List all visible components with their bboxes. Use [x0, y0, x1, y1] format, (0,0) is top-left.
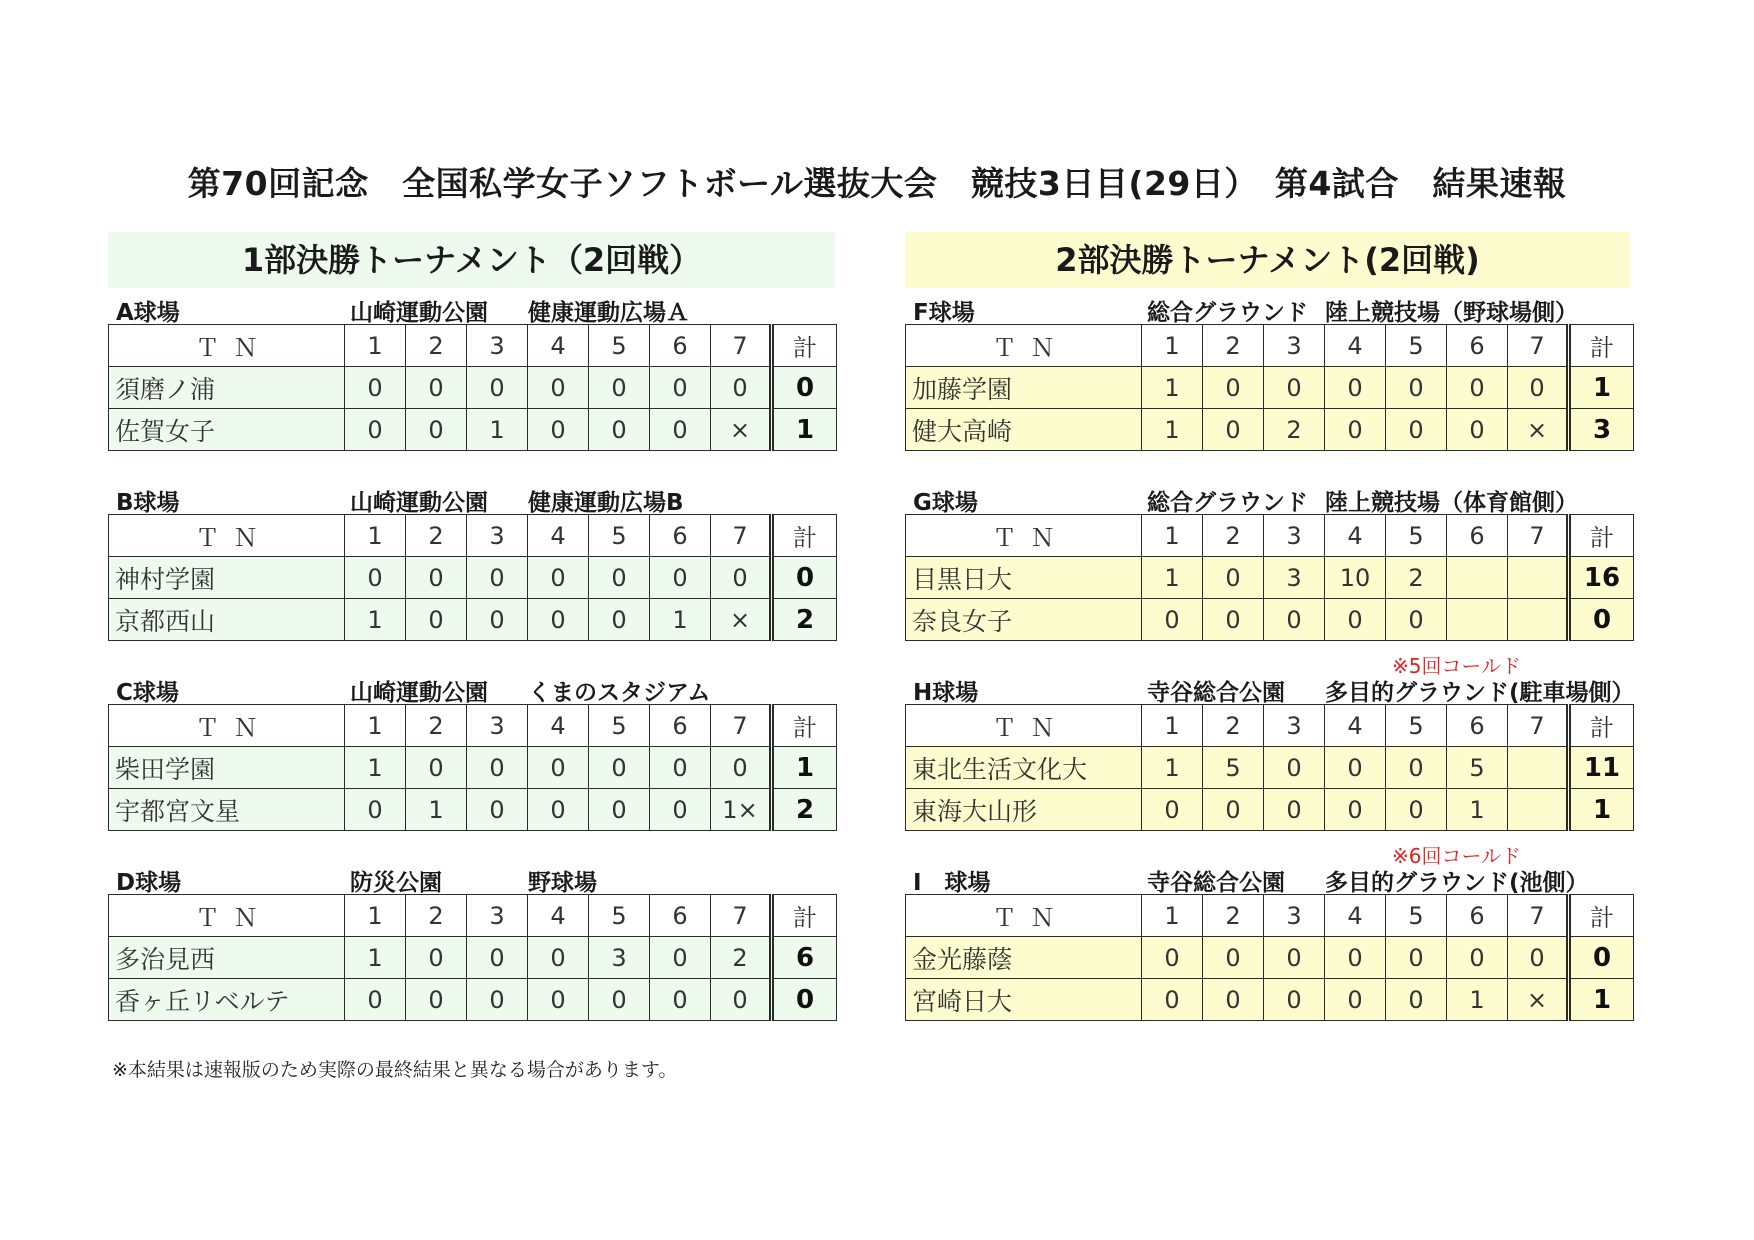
team-name: 神村学園: [109, 557, 345, 599]
score-table: [905, 514, 1634, 641]
header-inning: 3: [1264, 325, 1325, 367]
venue-header: [108, 670, 836, 704]
header-inning: 5: [589, 705, 650, 747]
inning-score: 0: [406, 557, 467, 599]
inning-score: 0: [1203, 557, 1264, 599]
table-row: [109, 557, 837, 599]
inning-score: 0: [650, 789, 711, 831]
header-total: 計: [772, 515, 837, 557]
inning-score: 0: [345, 979, 406, 1021]
inning-score: 0: [589, 599, 650, 641]
page-title: 第70回記念 全国私学女子ソフトボール選抜大会 競技3日目(29日） 第4試合 結果速報: [187, 164, 1567, 203]
header-inning: 4: [528, 515, 589, 557]
inning-score: 0: [1142, 599, 1203, 641]
header-total: 計: [772, 705, 837, 747]
inning-score: [1447, 557, 1508, 599]
inning-score: 0: [1264, 937, 1325, 979]
team-name: 奈良女子: [906, 599, 1142, 641]
inning-score: 0: [528, 747, 589, 789]
header-inning: 2: [406, 515, 467, 557]
header-inning: 3: [467, 515, 528, 557]
inning-score: 0: [1142, 937, 1203, 979]
table-row: [109, 599, 837, 641]
table-row: [109, 409, 837, 451]
inning-score: 0: [1386, 747, 1447, 789]
section-heading-division-1: 1部決勝トーナメント（2回戦）: [108, 232, 835, 288]
header-team-name: ＴＮ: [109, 705, 345, 747]
table-row: [109, 937, 837, 979]
inning-score: 0: [1386, 367, 1447, 409]
inning-score: 0: [406, 409, 467, 451]
inning-score: 1: [345, 747, 406, 789]
inning-score: 1: [345, 937, 406, 979]
field-name: F球場: [913, 300, 975, 326]
place-name: 多目的グラウンド(駐車場側）: [1325, 680, 1635, 706]
header-inning: 3: [1264, 895, 1325, 937]
team-name: 柴田学園: [109, 747, 345, 789]
inning-score: 0: [1325, 937, 1386, 979]
game-block: [905, 860, 1633, 1021]
inning-score: 0: [650, 979, 711, 1021]
inning-score: 0: [589, 979, 650, 1021]
total-score: 0: [772, 557, 837, 599]
total-score: 2: [772, 789, 837, 831]
table-row: [109, 979, 837, 1021]
inning-score: ×: [711, 409, 772, 451]
header-inning: 1: [345, 705, 406, 747]
inning-score: 0: [1386, 937, 1447, 979]
team-name: 京都西山: [109, 599, 345, 641]
park-name: 総合グラウンド: [1147, 300, 1308, 326]
header-inning: 2: [1203, 895, 1264, 937]
team-name: 東海大山形: [906, 789, 1142, 831]
field-name: B球場: [116, 490, 180, 516]
table-header-row: [906, 515, 1634, 557]
inning-score: 1: [345, 599, 406, 641]
header-inning: 6: [650, 705, 711, 747]
header-inning: 4: [1325, 705, 1386, 747]
inning-score: 0: [1447, 367, 1508, 409]
team-name: 加藤学園: [906, 367, 1142, 409]
inning-score: 0: [467, 557, 528, 599]
score-table: [108, 324, 837, 451]
inning-score: 0: [1447, 937, 1508, 979]
header-inning: 5: [589, 325, 650, 367]
game-block: [108, 860, 836, 1021]
inning-score: 0: [1264, 979, 1325, 1021]
header-total: 計: [1569, 705, 1634, 747]
table-row: [906, 789, 1634, 831]
venue-header: [905, 290, 1633, 324]
table-header-row: [109, 895, 837, 937]
venue-header: [108, 860, 836, 894]
inning-score: 0: [1447, 409, 1508, 451]
header-inning: 2: [406, 895, 467, 937]
total-score: 1: [1569, 979, 1634, 1021]
score-table: [905, 894, 1634, 1021]
header-inning: 6: [1447, 325, 1508, 367]
inning-score: 0: [406, 979, 467, 1021]
inning-score: 0: [406, 747, 467, 789]
inning-score: 0: [589, 747, 650, 789]
total-score: 16: [1569, 557, 1634, 599]
inning-score: 0: [528, 789, 589, 831]
field-name: D球場: [116, 870, 182, 896]
inning-score: 0: [467, 747, 528, 789]
header-inning: 4: [1325, 325, 1386, 367]
header-team-name: ＴＮ: [109, 895, 345, 937]
inning-score: 0: [1386, 789, 1447, 831]
header-inning: 2: [1203, 515, 1264, 557]
game-block: [108, 290, 836, 451]
inning-score: 0: [1142, 979, 1203, 1021]
header-inning: 1: [1142, 325, 1203, 367]
inning-score: 0: [345, 557, 406, 599]
header-total: 計: [772, 895, 837, 937]
inning-score: 0: [1264, 367, 1325, 409]
inning-score: 1: [406, 789, 467, 831]
inning-score: 5: [1447, 747, 1508, 789]
inning-score: 0: [1325, 409, 1386, 451]
header-inning: 5: [1386, 325, 1447, 367]
team-name: 須磨ノ浦: [109, 367, 345, 409]
header-inning: 1: [345, 895, 406, 937]
inning-score: 0: [650, 747, 711, 789]
place-name: くまのスタジアム: [528, 680, 711, 706]
team-name: 金光藤蔭: [906, 937, 1142, 979]
total-score: 0: [1569, 599, 1634, 641]
inning-score: 0: [1325, 367, 1386, 409]
table-header-row: [109, 705, 837, 747]
inning-score: [1508, 599, 1569, 641]
inning-score: 0: [528, 599, 589, 641]
place-name: 陸上競技場（体育館側）: [1325, 490, 1578, 516]
header-team-name: ＴＮ: [906, 705, 1142, 747]
inning-score: 0: [711, 979, 772, 1021]
total-score: 1: [772, 409, 837, 451]
inning-score: 1: [1447, 979, 1508, 1021]
inning-score: 1: [650, 599, 711, 641]
table-row: [906, 409, 1634, 451]
inning-score: 3: [1264, 557, 1325, 599]
park-name: 寺谷総合公園: [1147, 680, 1285, 706]
score-table: [108, 704, 837, 831]
park-name: 山崎運動公園: [350, 300, 488, 326]
table-header-row: [906, 325, 1634, 367]
inning-score: [1508, 789, 1569, 831]
team-name: 多治見西: [109, 937, 345, 979]
place-name: 健康運動広場Ａ: [528, 300, 689, 326]
table-row: [109, 367, 837, 409]
inning-score: 0: [589, 367, 650, 409]
inning-score: 0: [711, 747, 772, 789]
header-inning: 4: [528, 895, 589, 937]
header-team-name: ＴＮ: [906, 325, 1142, 367]
table-row: [109, 789, 837, 831]
score-table: [905, 324, 1634, 451]
header-inning: 1: [1142, 515, 1203, 557]
inning-score: ×: [1508, 409, 1569, 451]
inning-score: 1: [1142, 367, 1203, 409]
header-inning: 6: [1447, 515, 1508, 557]
inning-score: 0: [589, 409, 650, 451]
table-row: [906, 937, 1634, 979]
inning-score: 0: [1325, 789, 1386, 831]
inning-score: 2: [1264, 409, 1325, 451]
inning-score: 0: [528, 937, 589, 979]
header-inning: 6: [650, 325, 711, 367]
header-inning: 7: [1508, 705, 1569, 747]
team-name: 東北生活文化大: [906, 747, 1142, 789]
inning-score: 1: [1142, 747, 1203, 789]
field-name: G球場: [913, 490, 978, 516]
inning-score: 0: [711, 367, 772, 409]
inning-score: 0: [528, 557, 589, 599]
inning-score: 0: [467, 937, 528, 979]
header-inning: 2: [1203, 705, 1264, 747]
inning-score: 0: [1508, 937, 1569, 979]
inning-score: 0: [406, 937, 467, 979]
header-team-name: ＴＮ: [906, 895, 1142, 937]
team-name: 香ヶ丘リベルテ: [109, 979, 345, 1021]
field-name: C球場: [116, 680, 179, 706]
inning-score: 10: [1325, 557, 1386, 599]
header-inning: 5: [589, 895, 650, 937]
venue-header: [108, 480, 836, 514]
inning-score: 0: [345, 409, 406, 451]
table-header-row: [906, 895, 1634, 937]
park-name: 山崎運動公園: [350, 490, 488, 516]
inning-score: 0: [467, 789, 528, 831]
inning-score: 0: [1203, 979, 1264, 1021]
table-row: [906, 557, 1634, 599]
venue-header: [905, 860, 1633, 894]
place-name: 陸上競技場（野球場側）: [1325, 300, 1578, 326]
game-block: [108, 480, 836, 641]
inning-score: 1: [1142, 409, 1203, 451]
inning-score: 0: [1264, 747, 1325, 789]
inning-score: 0: [711, 557, 772, 599]
inning-score: ×: [1508, 979, 1569, 1021]
table-header-row: [906, 705, 1634, 747]
inning-score: 0: [1508, 367, 1569, 409]
team-name: 目黒日大: [906, 557, 1142, 599]
inning-score: 0: [345, 789, 406, 831]
header-inning: 3: [467, 325, 528, 367]
inning-score: 0: [467, 979, 528, 1021]
inning-score: 0: [1142, 789, 1203, 831]
header-total: 計: [1569, 325, 1634, 367]
header-inning: 1: [345, 325, 406, 367]
header-inning: 3: [467, 895, 528, 937]
score-table: [108, 514, 837, 641]
header-inning: 7: [1508, 325, 1569, 367]
inning-score: 0: [1203, 789, 1264, 831]
park-name: 総合グラウンド: [1147, 490, 1308, 516]
header-inning: 2: [406, 325, 467, 367]
inning-score: 0: [650, 367, 711, 409]
header-inning: 4: [528, 705, 589, 747]
header-inning: 4: [528, 325, 589, 367]
called-game-note: ※5回コールド: [1392, 654, 1522, 678]
team-name: 健大高崎: [906, 409, 1142, 451]
field-name: H球場: [913, 680, 979, 706]
total-score: 11: [1569, 747, 1634, 789]
inning-score: 0: [528, 979, 589, 1021]
inning-score: 1: [1447, 789, 1508, 831]
header-inning: 6: [650, 895, 711, 937]
inning-score: 0: [406, 599, 467, 641]
venue-header: [905, 480, 1633, 514]
header-inning: 7: [711, 895, 772, 937]
inning-score: 0: [650, 937, 711, 979]
total-score: 1: [1569, 789, 1634, 831]
inning-score: 0: [467, 599, 528, 641]
header-inning: 6: [650, 515, 711, 557]
header-inning: 2: [1203, 325, 1264, 367]
score-table: [905, 704, 1634, 831]
field-name: A球場: [116, 300, 180, 326]
inning-score: 0: [345, 367, 406, 409]
game-block: [905, 290, 1633, 451]
header-inning: 6: [1447, 705, 1508, 747]
header-inning: 1: [345, 515, 406, 557]
inning-score: 0: [1386, 979, 1447, 1021]
inning-score: 0: [528, 409, 589, 451]
inning-score: [1447, 599, 1508, 641]
inning-score: 0: [467, 367, 528, 409]
inning-score: 0: [650, 557, 711, 599]
inning-score: 1: [1142, 557, 1203, 599]
place-name: 多目的グラウンド(池側）: [1325, 870, 1589, 896]
header-inning: 7: [1508, 895, 1569, 937]
header-inning: 7: [711, 515, 772, 557]
section-heading-division-2: 2部決勝トーナメント(2回戦): [905, 232, 1630, 288]
header-inning: 7: [711, 325, 772, 367]
total-score: 2: [772, 599, 837, 641]
table-header-row: [109, 325, 837, 367]
team-name: 佐賀女子: [109, 409, 345, 451]
inning-score: 0: [1264, 599, 1325, 641]
header-inning: 5: [589, 515, 650, 557]
inning-score: [1508, 747, 1569, 789]
inning-score: 0: [1203, 409, 1264, 451]
header-team-name: ＴＮ: [906, 515, 1142, 557]
table-row: [906, 367, 1634, 409]
total-score: 3: [1569, 409, 1634, 451]
inning-score: 2: [1386, 557, 1447, 599]
park-name: 防災公園: [350, 870, 442, 896]
inning-score: ×: [711, 599, 772, 641]
inning-score: 0: [650, 409, 711, 451]
inning-score: 0: [1203, 367, 1264, 409]
header-inning: 7: [1508, 515, 1569, 557]
inning-score: 0: [1264, 789, 1325, 831]
header-total: 計: [1569, 515, 1634, 557]
inning-score: 2: [711, 937, 772, 979]
park-name: 山崎運動公園: [350, 680, 488, 706]
total-score: 0: [1569, 937, 1634, 979]
header-inning: 5: [1386, 895, 1447, 937]
total-score: 1: [772, 747, 837, 789]
place-name: 健康運動広場B: [528, 490, 684, 516]
total-score: 0: [772, 367, 837, 409]
inning-score: 0: [528, 367, 589, 409]
header-inning: 5: [1386, 705, 1447, 747]
venue-header: [905, 670, 1633, 704]
team-name: 宇都宮文星: [109, 789, 345, 831]
called-game-note: ※6回コールド: [1392, 844, 1522, 868]
header-inning: 2: [406, 705, 467, 747]
inning-score: 1×: [711, 789, 772, 831]
venue-header: [108, 290, 836, 324]
header-inning: 3: [467, 705, 528, 747]
score-table: [108, 894, 837, 1021]
park-name: 寺谷総合公園: [1147, 870, 1285, 896]
inning-score: 0: [1325, 979, 1386, 1021]
inning-score: 0: [589, 557, 650, 599]
game-block: [905, 480, 1633, 641]
inning-score: 0: [1203, 937, 1264, 979]
inning-score: 0: [1203, 599, 1264, 641]
header-inning: 4: [1325, 515, 1386, 557]
header-inning: 7: [711, 705, 772, 747]
header-inning: 6: [1447, 895, 1508, 937]
table-row: [906, 979, 1634, 1021]
inning-score: 0: [589, 789, 650, 831]
inning-score: 0: [1325, 747, 1386, 789]
table-header-row: [109, 515, 837, 557]
header-inning: 1: [1142, 705, 1203, 747]
header-total: 計: [772, 325, 837, 367]
header-inning: 4: [1325, 895, 1386, 937]
footnote: ※本結果は速報版のため実際の最終結果と異なる場合があります。: [112, 1059, 678, 1081]
team-name: 宮崎日大: [906, 979, 1142, 1021]
place-name: 野球場: [528, 870, 597, 896]
total-score: 1: [1569, 367, 1634, 409]
inning-score: [1508, 557, 1569, 599]
game-block: [905, 670, 1633, 831]
header-inning: 5: [1386, 515, 1447, 557]
total-score: 0: [772, 979, 837, 1021]
table-row: [109, 747, 837, 789]
inning-score: 0: [1386, 599, 1447, 641]
inning-score: 3: [589, 937, 650, 979]
header-team-name: ＴＮ: [109, 325, 345, 367]
inning-score: 1: [467, 409, 528, 451]
header-inning: 1: [1142, 895, 1203, 937]
inning-score: 0: [1325, 599, 1386, 641]
header-total: 計: [1569, 895, 1634, 937]
game-block: [108, 670, 836, 831]
inning-score: 0: [406, 367, 467, 409]
table-row: [906, 599, 1634, 641]
field-name: I 球場: [913, 870, 991, 896]
header-inning: 3: [1264, 515, 1325, 557]
header-inning: 3: [1264, 705, 1325, 747]
inning-score: 0: [1386, 409, 1447, 451]
table-row: [906, 747, 1634, 789]
inning-score: 5: [1203, 747, 1264, 789]
header-team-name: ＴＮ: [109, 515, 345, 557]
total-score: 6: [772, 937, 837, 979]
